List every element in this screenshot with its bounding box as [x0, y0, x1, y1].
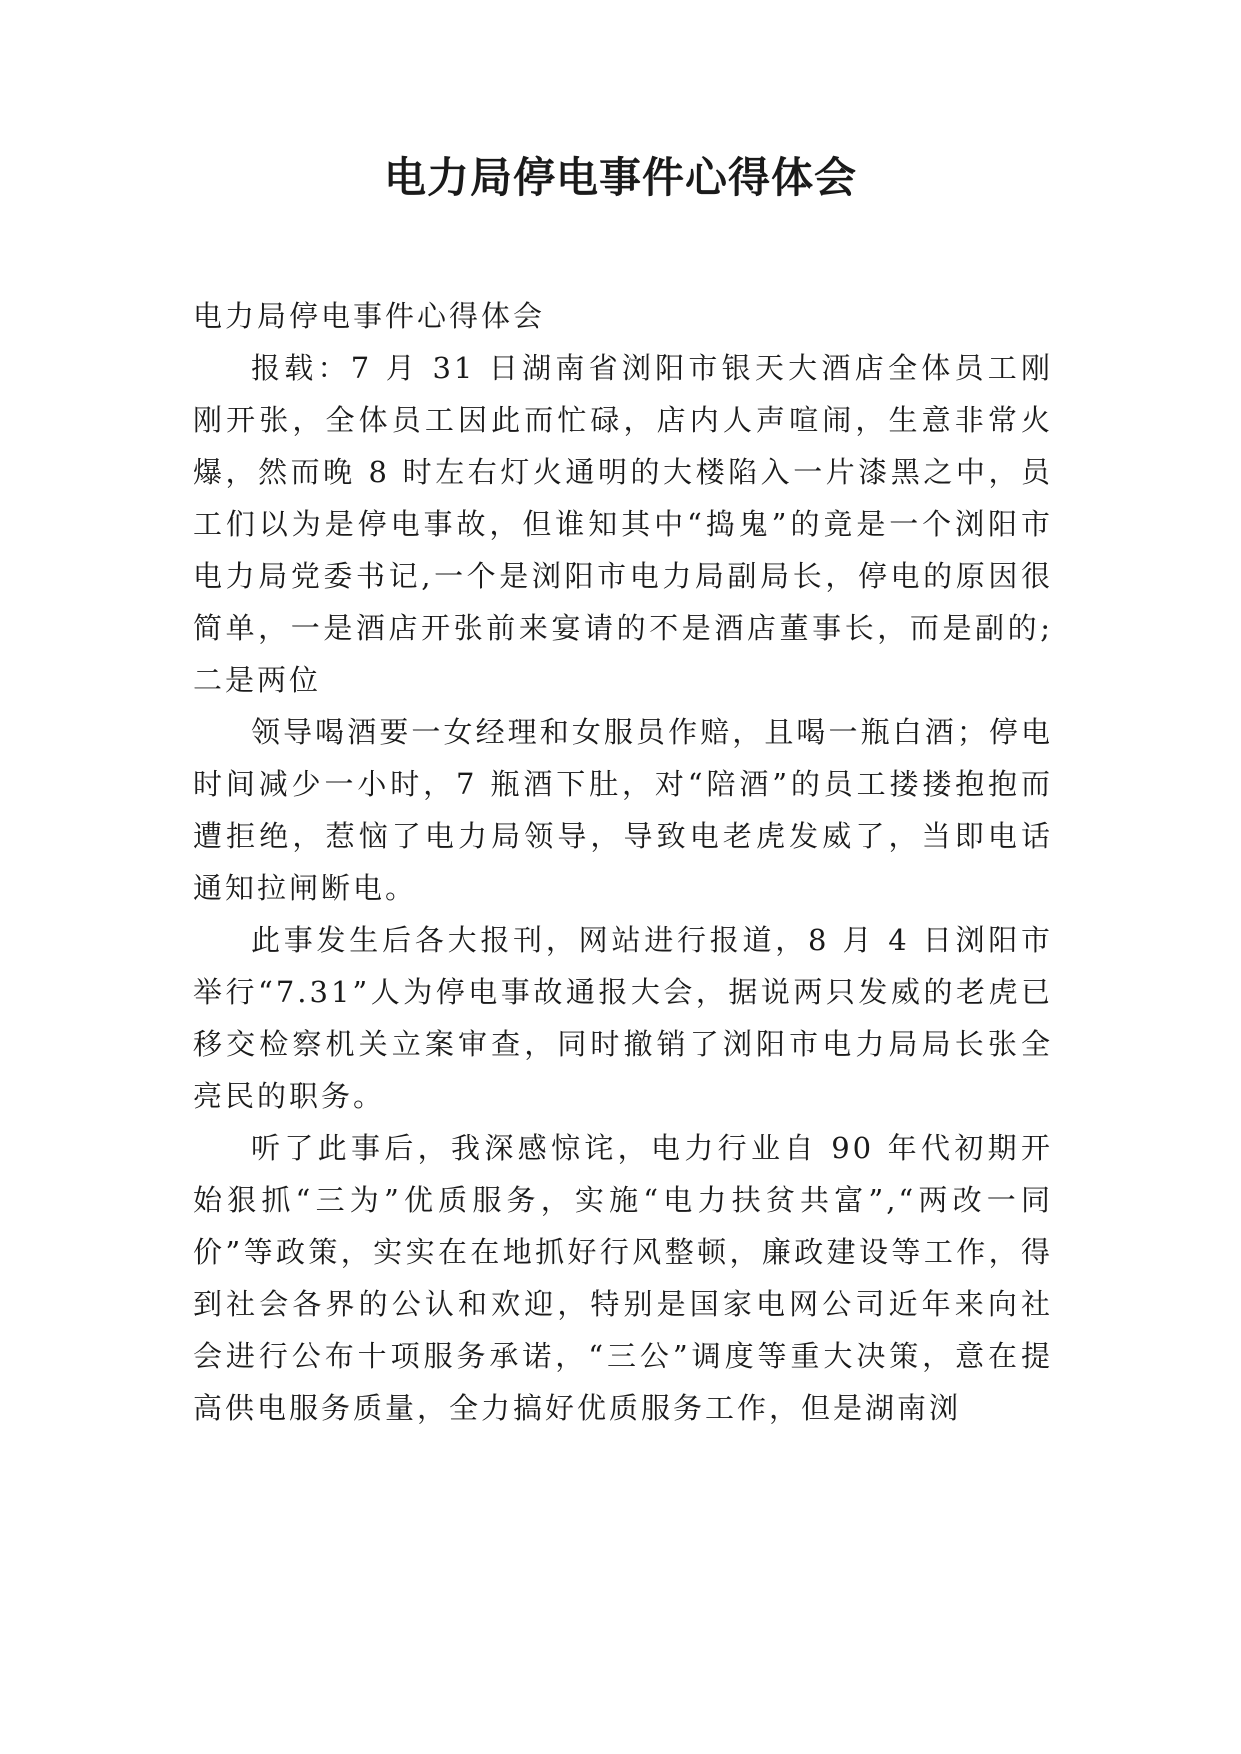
document-title: 电力局停电事件心得体会	[383, 153, 857, 202]
document-subtitle: 电力局停电事件心得体会	[193, 299, 546, 333]
paragraph-4: 听了此事后，我深感惊诧，电力行业自 90 年代初期开始狠抓“三为”优质服务，实施“电力扶贫共富”,“两改一同价”等政策，实实在在地抓好行风整顿，廉政建设等工作，得到社会各界的公认和欢迎，特别是国家电网公司近年来向社会进行公布十项服务承诺，“三公”调度等重大决策，意在提高供电服务质量，全力搞好优质服务工作，但是湖南浏	[193, 1131, 1053, 1425]
paragraph-3: 此事发生后各大报刊，网站进行报道，8 月 4 日浏阳市举行“7.31”人为停电事故通报大会，据说两只发威的老虎已移交检察机关立案审查，同时撤销了浏阳市电力局局长张全亮民的职务。	[193, 923, 1053, 1113]
document-body	[193, 290, 1053, 1434]
paragraph-1: 报载：7 月 31 日湖南省浏阳市银天大酒店全体员工刚刚开张，全体员工因此而忙碌，店内人声喧闹，生意非常火爆，然而晚 8 时左右灯火通明的大楼陷入一片漆黑之中，员工们以为是停电事故，但谁知其中“捣鬼”的竟是一个浏阳市电力局党委书记,一个是浏阳市电力局副局长，停电的原因很简单，一是酒店开张前来宴请的不是酒店董事长，而是副的;二是两位	[193, 351, 1053, 697]
paragraph-2: 领导喝酒要一女经理和女服员作赔，且喝一瓶白酒；停电时间减少一小时，7 瓶酒下肚，对“陪酒”的员工搂搂抱抱而遭拒绝，惹恼了电力局领导，导致电老虎发威了，当即电话通知拉闸断电。	[193, 715, 1053, 905]
